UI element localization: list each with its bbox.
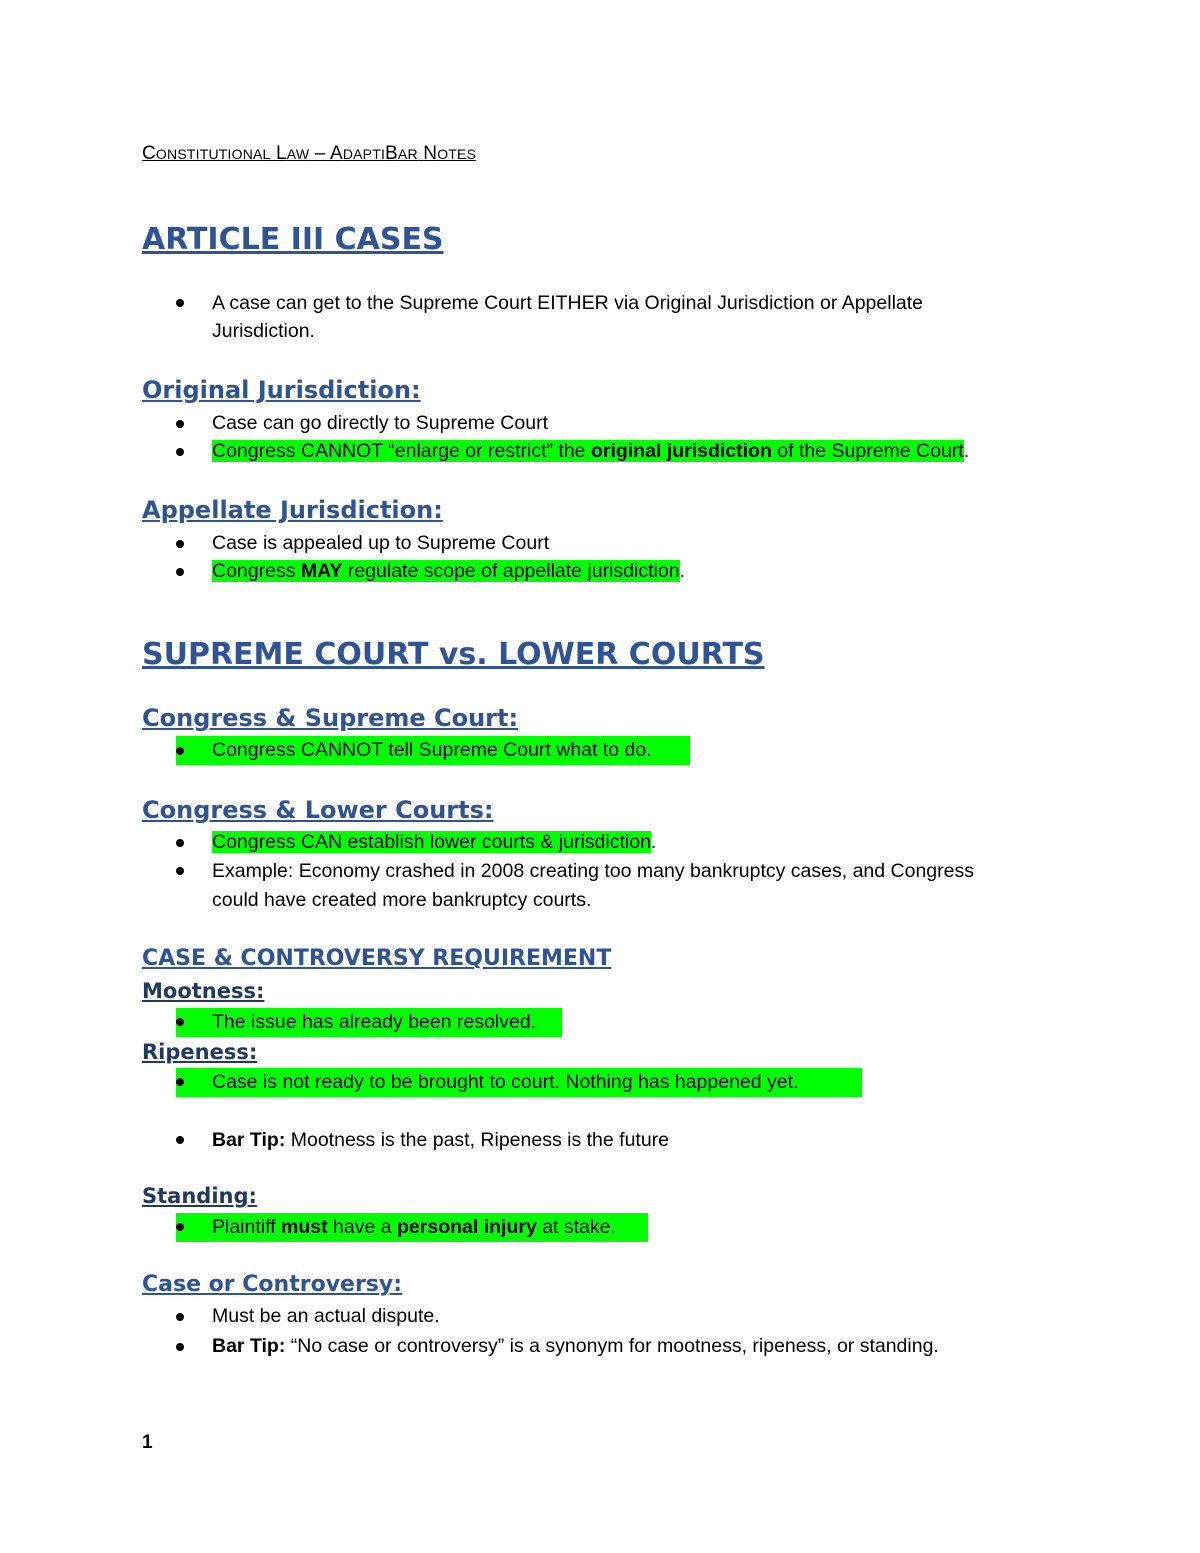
heading-article-iii: ARTICLE III CASES [142, 222, 444, 257]
bullet-icon [176, 839, 184, 847]
list-item-congress-lower-1: Congress CAN establish lower courts & jurisdiction. [212, 831, 657, 853]
heading-case-controversy-requirement: CASE & CONTROVERSY REQUIREMENT [142, 946, 612, 971]
bullet-icon [176, 1343, 184, 1351]
heading-supreme-vs-lower: SUPREME COURT vs. LOWER COURTS [142, 637, 765, 672]
bullet-icon [176, 1018, 184, 1026]
bullet-icon [176, 1136, 184, 1144]
bullet-icon [176, 747, 184, 755]
list-item-intro-line1: A case can get to the Supreme Court EITHER via Original Jurisdiction or Appellate [212, 292, 924, 314]
document-title: CONSTITUTIONAL LAW – ADAPTIBAR NOTES [142, 143, 477, 164]
heading-original-jurisdiction: Original Jurisdiction: [142, 376, 421, 404]
list-item-congress-lower-2-line1: Example: Economy crashed in 2008 creating too many bankruptcy cases, and Congress [212, 860, 974, 882]
bullet-icon [176, 867, 184, 875]
list-item-intro-line2: Jurisdiction. [212, 320, 315, 342]
list-item-appellate-2: Congress MAY regulate scope of appellate jurisdiction. [212, 560, 685, 582]
heading-appellate-jurisdiction: Appellate Jurisdiction: [142, 496, 443, 524]
list-item-original-2: Congress CANNOT “enlarge or restrict” the original jurisdiction of the Supreme Court. [212, 440, 970, 462]
list-item-ripeness-1: Case is not ready to be brought to court. Nothing has happened yet. [212, 1071, 799, 1093]
heading-standing: Standing: [142, 1184, 257, 1208]
list-item-congress-supreme-1: Congress CANNOT tell Supreme Court what to do. [212, 739, 652, 761]
list-item-appellate-1: Case is appealed up to Supreme Court [212, 532, 550, 554]
bullet-icon [176, 540, 184, 548]
bullet-icon [176, 448, 184, 456]
bullet-icon [176, 1313, 184, 1321]
page-number: 1 [142, 1432, 153, 1453]
list-item-original-1: Case can go directly to Supreme Court [212, 412, 548, 434]
bullet-icon [176, 1078, 184, 1086]
heading-mootness: Mootness: [142, 979, 265, 1003]
heading-congress-supreme: Congress & Supreme Court: [142, 704, 519, 732]
heading-ripeness: Ripeness: [142, 1040, 258, 1064]
bullet-icon [176, 568, 184, 576]
bullet-icon [176, 420, 184, 428]
bullet-icon [176, 299, 184, 307]
heading-case-or-controversy: Case or Controversy: [142, 1272, 403, 1297]
list-item-bar-tip-1: Bar Tip: Mootness is the past, Ripeness is the future [212, 1129, 670, 1151]
bullet-icon [176, 1223, 184, 1231]
heading-congress-lower: Congress & Lower Courts: [142, 796, 494, 824]
list-item-mootness-1: The issue has already been resolved. [212, 1011, 537, 1033]
list-item-congress-lower-2-line2: could have created more bankruptcy courts. [212, 889, 592, 911]
list-item-standing-1: Plaintiff must have a personal injury at stake. [212, 1216, 616, 1238]
list-item-case-controversy-1: Must be an actual dispute. [212, 1305, 440, 1327]
list-item-bar-tip-2: Bar Tip: “No case or controversy” is a synonym for mootness, ripeness, or standing. [212, 1335, 939, 1357]
